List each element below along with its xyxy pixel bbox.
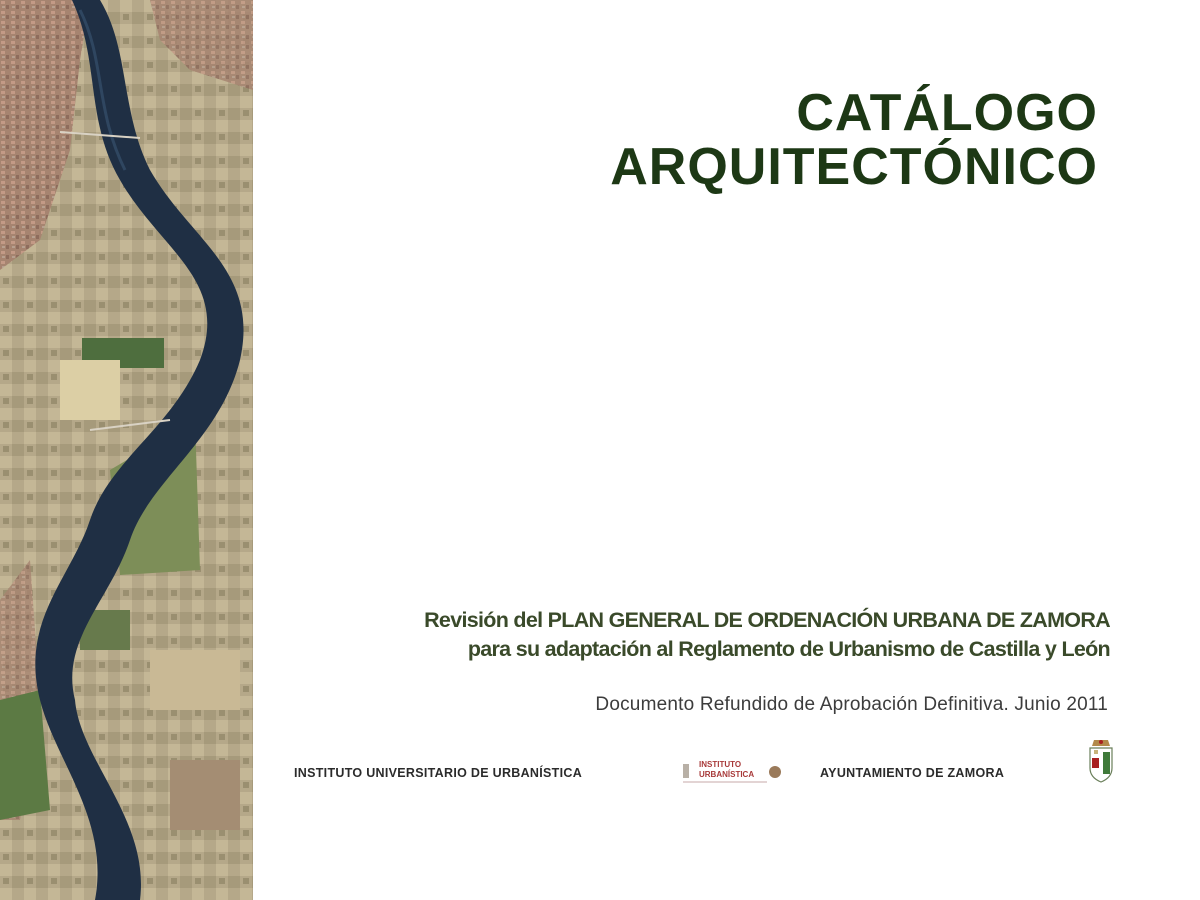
aerial-photo-icon [0, 0, 253, 900]
subtitle-line-1: Revisión del PLAN GENERAL DE ORDENACIÓN URBANA DE ZAMORA [424, 608, 1110, 632]
title-line-1: CATÁLOGO [796, 84, 1098, 142]
institute-logo-graphic [683, 754, 787, 786]
city-council-name: AYUNTAMIENTO DE ZAMORA [820, 766, 1005, 780]
crest-graphic [1086, 738, 1116, 784]
institute-logo-text-2: URBANÍSTICA [699, 770, 755, 779]
aerial-photo-river [0, 0, 253, 900]
document-title [610, 86, 1098, 194]
institute-name: INSTITUTO UNIVERSITARIO DE URBANÍSTICA [294, 766, 583, 780]
institute-logo-icon [683, 754, 787, 786]
subtitle-line-2: para su adaptación al Reglamento de Urbanismo de Castilla y León [467, 637, 1110, 661]
document-version-line: Documento Refundido de Aprobación Definitiva. Junio 2011 [595, 694, 1108, 715]
title-line-2: ARQUITECTÓNICO [610, 138, 1098, 196]
zamora-crest-icon [1086, 738, 1116, 784]
institute-logo-text: INSTITUTO [699, 760, 742, 769]
plan-subtitle [424, 606, 1110, 664]
